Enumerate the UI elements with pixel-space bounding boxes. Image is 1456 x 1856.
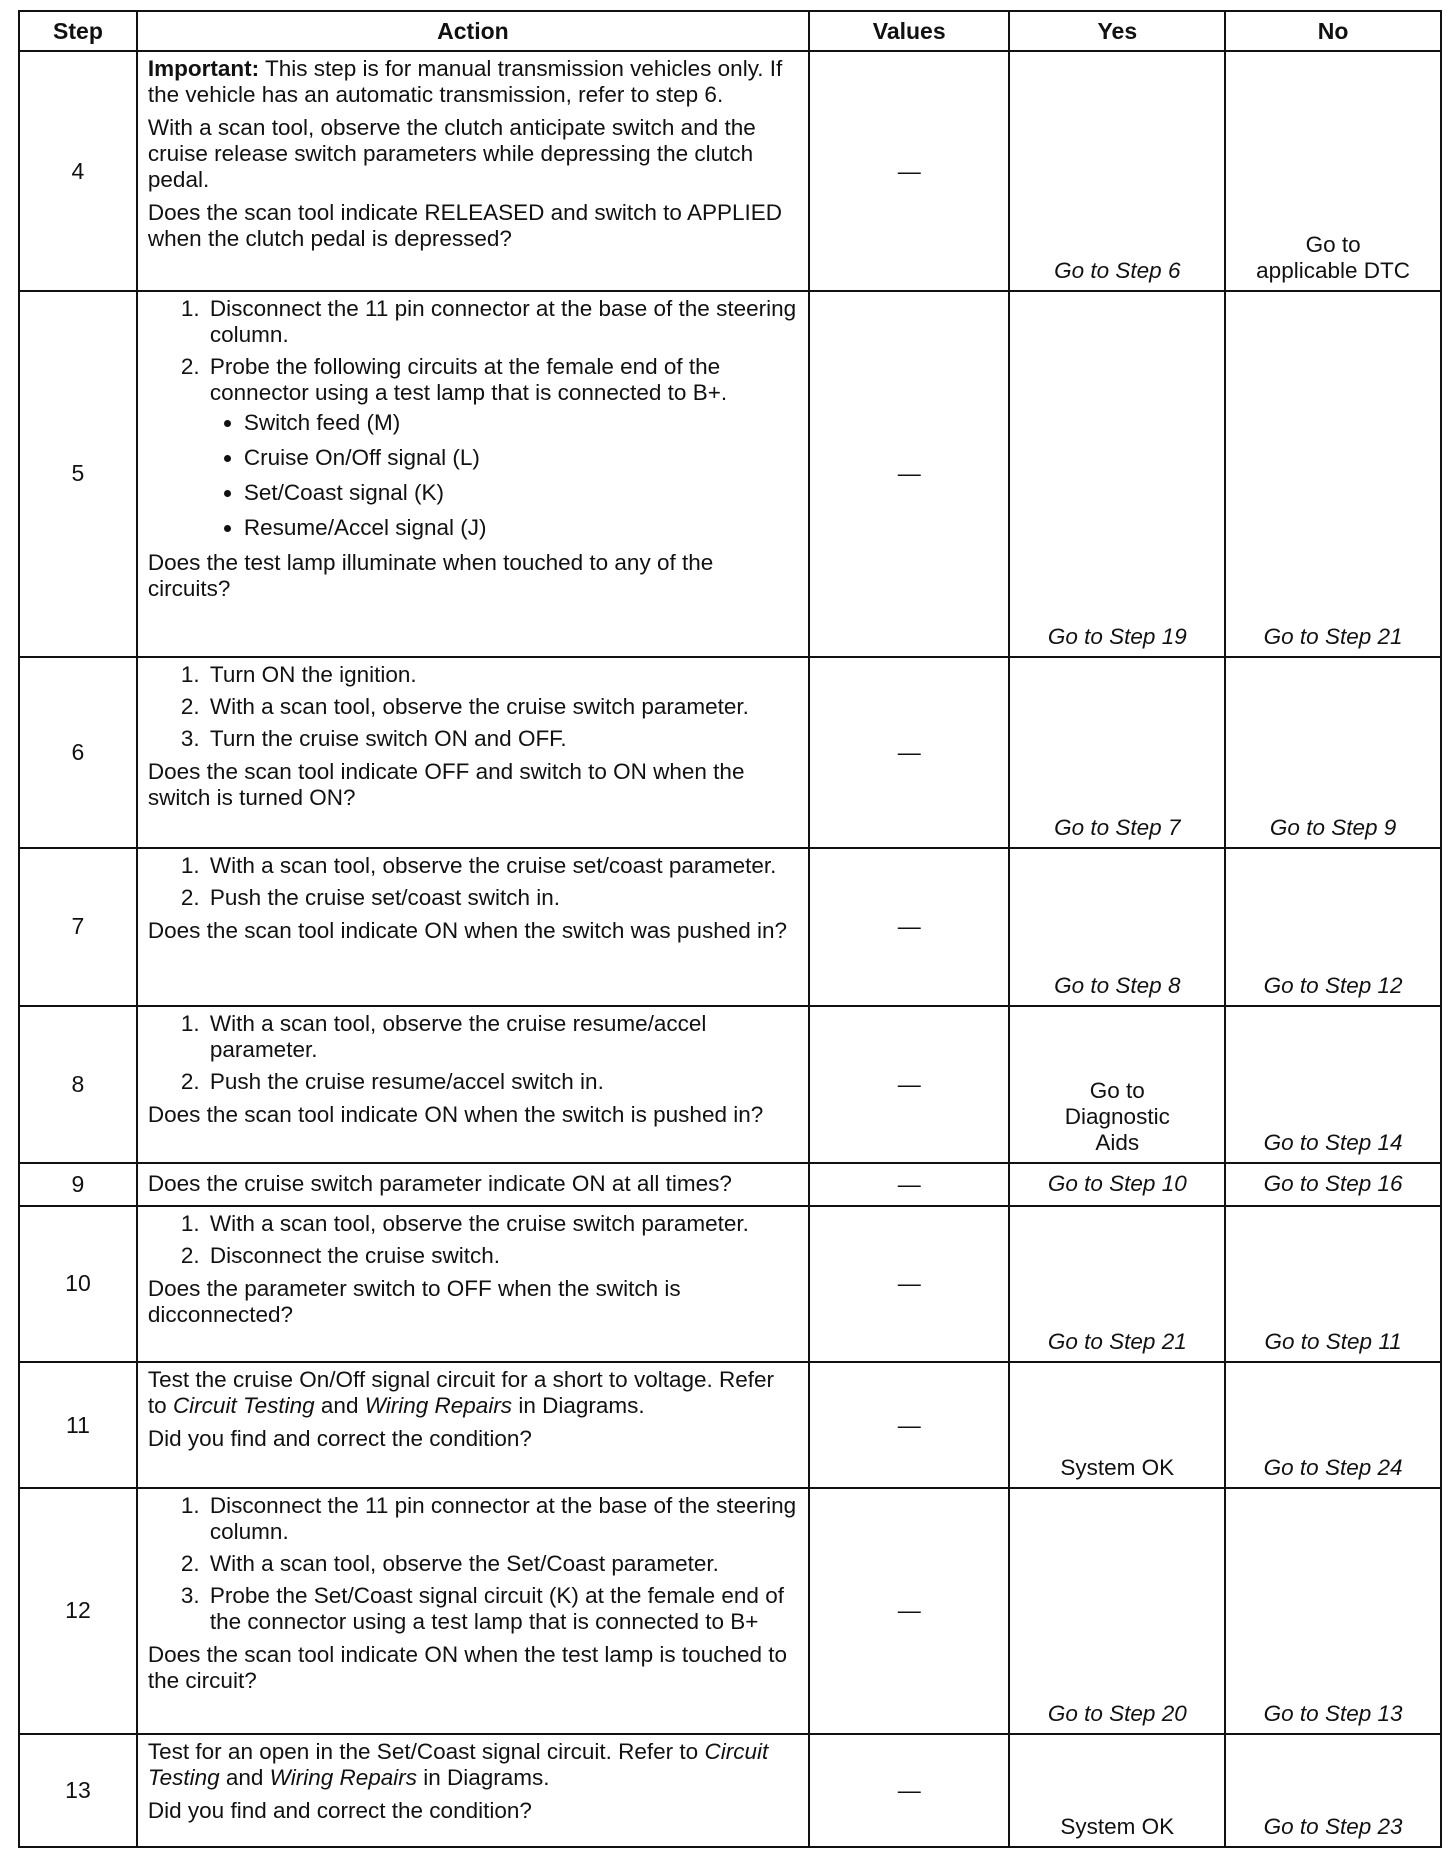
action-cell <box>137 1734 809 1847</box>
value-cell: — <box>809 657 1009 848</box>
no-text: Go to applicable DTC <box>1256 232 1410 284</box>
step-number: 11 <box>19 1362 137 1488</box>
action-question: Does the cruise switch parameter indicate ON at all times? <box>147 1171 732 1197</box>
action-question: Did you find and correct the condition? <box>147 1797 532 1823</box>
yes-cell: System OK <box>1009 1362 1225 1488</box>
table-row <box>19 291 1441 657</box>
action-step: 1. With a scan tool, observe the cruise resume/accel parameter. <box>206 1011 798 1063</box>
table-row <box>19 1488 1441 1734</box>
table-row <box>19 51 1441 291</box>
circuit-item: • Set/Coast signal (K) <box>244 480 798 506</box>
no-cell <box>1225 51 1441 291</box>
step-number: 10 <box>19 1206 137 1363</box>
step-number: 12 <box>19 1488 137 1734</box>
text-part: in Diagrams. <box>417 1764 550 1790</box>
reference-wiring-repairs: Wiring Repairs <box>364 1393 513 1419</box>
header-yes: Yes <box>1009 11 1225 51</box>
diagnostic-table <box>18 10 1442 1848</box>
header-no: No <box>1225 11 1441 51</box>
table-row <box>19 1206 1441 1363</box>
step-number: 6 <box>19 657 137 848</box>
text-part: in Diagrams. <box>512 1393 645 1419</box>
important-text: This step is for manual transmission vehicles only. If the vehicle has an automatic transmission, refer to step 6. <box>147 56 783 107</box>
action-question: Did you find and correct the condition? <box>147 1426 532 1452</box>
action-text <box>148 1367 798 1419</box>
text-part: Test for an open in the Set/Coast signal circuit. Refer to <box>147 1738 705 1764</box>
action-question: Does the scan tool indicate RELEASED and switch to APPLIED when the clutch pedal is depressed? <box>147 200 782 251</box>
circuit-item: • Resume/Accel signal (J) <box>244 515 798 541</box>
no-cell: Go to Step 11 <box>1225 1206 1441 1363</box>
yes-cell: Go to Step 19 <box>1009 291 1225 657</box>
table-row <box>19 1362 1441 1488</box>
value-cell: — <box>809 1006 1009 1164</box>
action-steps <box>148 1011 798 1095</box>
yes-cell: Go to Step 6 <box>1009 51 1225 291</box>
action-cell <box>137 848 809 1006</box>
action-steps <box>148 662 798 752</box>
table-row <box>19 657 1441 848</box>
action-question: Does the scan tool indicate OFF and switch to ON when the switch is turned ON? <box>147 758 745 810</box>
yes-cell: Go to Step 21 <box>1009 1206 1225 1363</box>
no-cell: Go to Step 14 <box>1225 1006 1441 1164</box>
yes-cell: Go to Step 20 <box>1009 1488 1225 1734</box>
action-step-text: Probe the following circuits at the female end of the connector using a test lamp that is connected to B+. <box>209 354 728 406</box>
action-cell <box>137 1206 809 1363</box>
action-cell <box>137 1163 809 1205</box>
table-row <box>19 1163 1441 1205</box>
action-step: 1. With a scan tool, observe the cruise set/coast parameter. <box>206 853 798 879</box>
value-cell: — <box>809 51 1009 291</box>
table-row <box>19 1006 1441 1164</box>
step-number: 7 <box>19 848 137 1006</box>
value-cell: — <box>809 1734 1009 1847</box>
value-cell: — <box>809 1488 1009 1734</box>
no-cell: Go to Step 13 <box>1225 1488 1441 1734</box>
step-number: 8 <box>19 1006 137 1164</box>
reference-wiring-repairs: Wiring Repairs <box>269 1764 418 1790</box>
value-cell: — <box>809 291 1009 657</box>
yes-cell: Go to Step 7 <box>1009 657 1225 848</box>
action-question: Does the scan tool indicate ON when the switch was pushed in? <box>147 917 788 943</box>
value-cell: — <box>809 1206 1009 1363</box>
step-number: 9 <box>19 1163 137 1205</box>
circuit-item: • Cruise On/Off signal (L) <box>244 445 798 471</box>
action-question: Does the scan tool indicate ON when the switch is pushed in? <box>147 1101 764 1127</box>
yes-cell: Go to Step 10 <box>1009 1163 1225 1205</box>
step-number: 13 <box>19 1734 137 1847</box>
header-action: Action <box>137 11 809 51</box>
action-step <box>206 354 798 541</box>
action-step: 2. Push the cruise resume/accel switch in. <box>206 1069 798 1095</box>
action-text: With a scan tool, observe the clutch anticipate switch and the cruise release switch parameters while depressing the clutch pedal. <box>147 115 756 192</box>
yes-text: Go to Diagnostic Aids <box>1064 1078 1170 1156</box>
action-cell <box>137 657 809 848</box>
reference-circuit-testing: Circuit Testing <box>172 1393 315 1419</box>
action-steps <box>148 1493 798 1635</box>
important-label: Important: <box>147 56 260 81</box>
action-step: 1. With a scan tool, observe the cruise switch parameter. <box>206 1211 798 1237</box>
table-row <box>19 848 1441 1006</box>
text-part: and <box>314 1393 365 1419</box>
header-row <box>19 11 1441 51</box>
action-step: 3. Turn the cruise switch ON and OFF. <box>206 726 798 752</box>
circuit-list <box>210 410 798 541</box>
no-cell: Go to Step 21 <box>1225 291 1441 657</box>
action-question: Does the test lamp illuminate when touched to any of the circuits? <box>147 550 714 602</box>
important-note <box>148 56 798 108</box>
action-cell <box>137 1362 809 1488</box>
yes-cell: System OK <box>1009 1734 1225 1847</box>
action-step: 2. With a scan tool, observe the Set/Coast parameter. <box>206 1551 798 1577</box>
action-step: 2. Push the cruise set/coast switch in. <box>206 885 798 911</box>
value-cell: — <box>809 848 1009 1006</box>
action-cell <box>137 1006 809 1164</box>
action-cell <box>137 51 809 291</box>
action-steps <box>148 853 798 911</box>
action-step: 1. Disconnect the 11 pin connector at the base of the steering column. <box>206 296 798 348</box>
text-part: and <box>219 1764 270 1790</box>
action-steps <box>148 296 798 541</box>
action-cell <box>137 291 809 657</box>
no-cell: Go to Step 12 <box>1225 848 1441 1006</box>
action-text <box>148 1739 798 1791</box>
no-cell: Go to Step 23 <box>1225 1734 1441 1847</box>
yes-cell: Go to Step 8 <box>1009 848 1225 1006</box>
header-values: Values <box>809 11 1009 51</box>
action-steps <box>148 1211 798 1269</box>
action-question: Does the scan tool indicate ON when the test lamp is touched to the circuit? <box>147 1641 788 1693</box>
step-number: 4 <box>19 51 137 291</box>
header-step: Step <box>19 11 137 51</box>
action-step: 3. Probe the Set/Coast signal circuit (K) at the female end of the connector using a test lamp that is connected to B+ <box>206 1583 798 1635</box>
action-step: 1. Turn ON the ignition. <box>206 662 798 688</box>
no-cell: Go to Step 24 <box>1225 1362 1441 1488</box>
value-cell: — <box>809 1163 1009 1205</box>
step-number: 5 <box>19 291 137 657</box>
action-cell <box>137 1488 809 1734</box>
action-step: 2. With a scan tool, observe the cruise switch parameter. <box>206 694 798 720</box>
no-cell: Go to Step 16 <box>1225 1163 1441 1205</box>
text-part: Test the cruise On/Off signal circuit for a short to voltage. Refer to <box>147 1367 775 1419</box>
table-row <box>19 1734 1441 1847</box>
reference-circuit-testing: Circuit Testing <box>147 1738 769 1790</box>
no-cell: Go to Step 9 <box>1225 657 1441 848</box>
yes-cell <box>1009 1006 1225 1164</box>
circuit-item: • Switch feed (M) <box>244 410 798 436</box>
value-cell: — <box>809 1362 1009 1488</box>
action-question: Does the parameter switch to OFF when the switch is dicconnected? <box>147 1275 681 1327</box>
action-step: 1. Disconnect the 11 pin connector at the base of the steering column. <box>206 1493 798 1545</box>
action-step: 2. Disconnect the cruise switch. <box>206 1243 798 1269</box>
